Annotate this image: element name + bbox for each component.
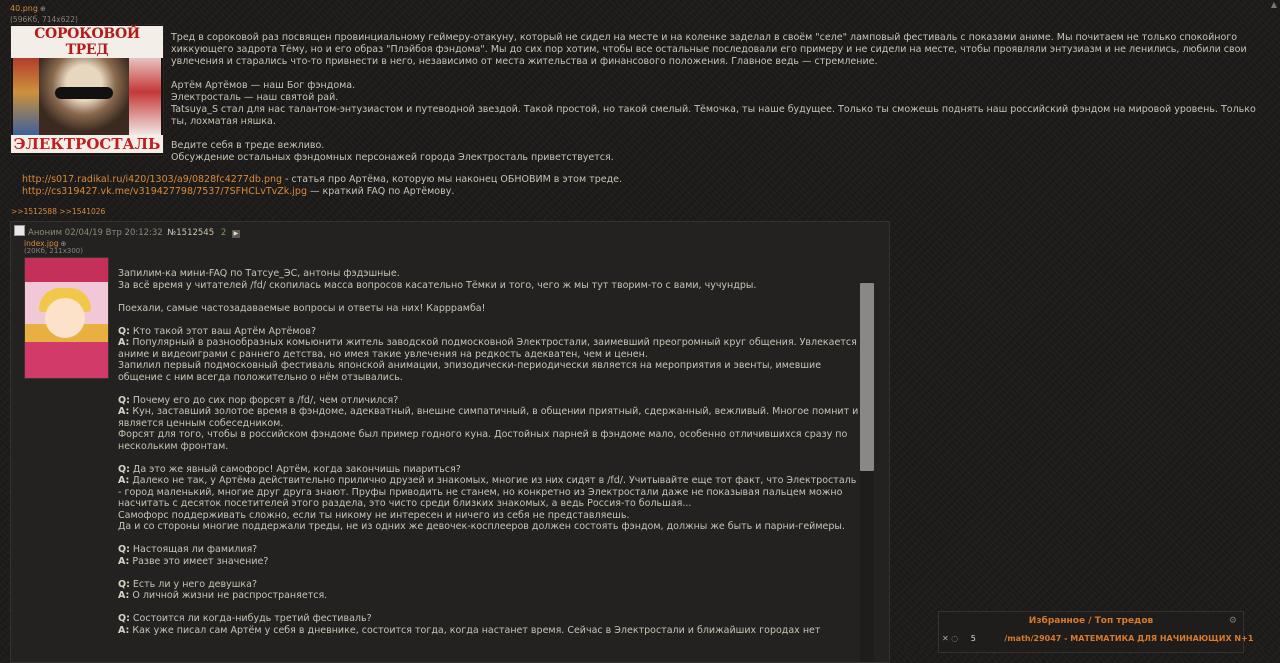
favorites-title[interactable]: Избранное / Топ тредов ⚙ [1028,616,1237,626]
op-image-title: СОРОКОВОЙ ТРЕД [11,26,163,58]
op-file-link[interactable]: 40.png ⊕ [10,4,46,13]
favorites-thread-title[interactable]: /math/29047 - МАТЕМАТИКА ДЛЯ НАЧИНАЮЩИХ N+1 [1004,634,1254,643]
refresh-icon[interactable]: ◌ [951,634,959,643]
op-file-meta: (596Кб, 714x622) [10,15,78,24]
op-image-anime-right [129,47,161,137]
faq-item: Q: Состоится ли когда-нибудь третий фестиваль? A: Как уже писал сам Артём у себя в дневнике, состоится тогда, когда настанет время. Сейчас в Электростали и ближайших городах нет [118,613,821,636]
post-reply-count: 2 [220,228,227,238]
op-link-row: http://s017.radikal.ru/i420/1303/a9/0828fc4277db.png - статья про Артёма, которую мы наконец ОБНОВИМ в этом треде. [22,174,623,185]
scroll-up-arrow[interactable]: ▲ [1270,0,1278,9]
favorites-count: 5 [970,634,976,643]
post-scrollbar-thumb[interactable] [860,283,874,471]
favorites-panel [938,611,1254,653]
faq-item: Q: Есть ли у него девушка? A: О личной жизни не распространяется. [118,578,328,601]
op-image-caption: ЭЛЕКТРОСТАЛЬ [11,135,163,153]
reply-post [10,221,890,663]
faq-item: Q: Настоящая ли фамилия? A: Разве это имеет значение? [118,544,269,567]
favorites-row[interactable] [942,634,1253,643]
op-image[interactable] [10,24,164,156]
post-file-meta: (20Кб, 211x300) [24,247,83,255]
post-file-link[interactable]: index.jpg ⊕ [24,239,67,248]
post-message [118,268,860,648]
op-links [22,174,622,198]
thumbnail-face [45,298,85,338]
op-link-radikal[interactable]: http://s017.radikal.ru/i420/1303/a9/0828fc4277db.png [22,174,283,185]
op-link-vk[interactable]: http://cs319427.vk.me/v319427798/7537/7SFHCLvTvZk.jpg [22,186,307,197]
post-number[interactable]: №1512545 [167,228,215,238]
op-paragraph: Ведите себя в треде вежливо. Обсуждение остальных фэндомных персонажей города Электросталь приветствуется. [171,140,614,163]
op-paragraph: Тред в сороковой раз посвящен провинциальному геймеру-отакуну, который не сидел на месте и на коленке заделал в своём "селе" ламповый фестиваль с показами аниме. Мы почитаем не только спокойного хиккующего задрота Тёму, но и его образ "Плэйбоя фэндома". Мы до сих пор хотим, чтобы все остальные последовали его примеру и не сидели на месте, чтобы проявляли энтузиазм и не ленились, любили свои увлечения и старались что-то привнести в него, независимо от места жительства и финансового положения. Главное ведь — стремление. [171,32,1247,67]
faq-item: Q: Да это же явный самофорс! Артём, когда закончишь пиариться? A: Далеко не так, у Артёма действительно прилично друзей и знакомых, многие из них сидят в /fd/. Учитывайте еще тот факт, что Электросталь - город маленький, многие друг друга знают. Пруфы приводить не станем, но конкретно из Электростали даже не показывая пальцем можно насчитать с десяток посетителей этого раздела, это чисто среди близких знакомых, а ведь Россия-то большая... Самофорс поддерживать сложно, если ты никому не интересен и ничего из себя не представляешь. Да и со стороны многие поддержали треды, не из одних же девочек-косплееров должен состоять фэндом, должны же быть и парни-геймеры. [118,463,857,532]
post-select-checkbox[interactable] [14,225,25,236]
gear-icon[interactable]: ⚙ [1228,616,1237,626]
post-intro-line: Запилим-ка мини-FAQ по Татсуе_ЭС, антоны фэдэшные. За всё время у читателей /fd/ скопилась масса вопросов касательно Тёмки и того, чего ж мы тут творим-то с вами, чучундры. [118,268,757,291]
post-author: Аноним [28,228,63,238]
post-date: 02/04/19 Втр 20:12:32 [64,228,163,238]
op-paragraph: Артём Артёмов — наш Бог фэндома. Электросталь — наш святой рай. Tatsuya_S стал для нас талантом-энтузиастом и путеводной звездой. Такой простой, но такой смелый. Тёмочка, ты наше будущее. Только ты сможешь поднять наш российский фэндом на мировой уровень. Только ты, лохматая няшка. [171,80,1256,127]
op-message [171,32,1261,176]
post-intro-line: Поехали, самые частозадаваемые вопросы и ответы на них! Карррамба! [118,302,486,314]
op-image-glasses [55,87,113,99]
op-reply-links[interactable]: >>1512588 >>1541026 [11,207,106,216]
magnify-icon[interactable]: ⊕ [39,5,46,13]
faq-item: Q: Почему его до сих пор форсят в /fd/, чем отличился? A: Кун, заставший золотое время в фэндоме, адекватный, внешне симпатичный, в общении приятный, сдержанный, вежливый. Многое помнит и является ценным собеседником. Форсят для того, чтобы в российском фэндоме был пример годного куна. Достойных парней в фэндоме мало, особенно отличившихся сразу по нескольким фронтам. [118,394,859,452]
magnify-icon[interactable]: ⊕ [60,240,67,248]
post-header [14,225,240,238]
faq-item: Q: Кто такой этот ваш Артём Артёмов? A: Популярный в разнообразных комьюнити житель заводской подмосковной Электростали, заимевший преогромный круг общения. Увлекается аниме и видеоиграми с раннего детства, но имея такие увлечения на редкость адекватен, чем и ценен. Запилил первый подмосковный фестиваль японской анимации, эпизодически-периодически является на мероприятия и эвенты, имевшие общение с ним всегда положительно о нём отзывались. [118,325,857,383]
play-icon[interactable]: ▶ [233,230,239,237]
op-link-row: http://cs319427.vk.me/v319427798/7537/7SFHCLvTvZk.jpg — краткий FAQ по Артёмову. [22,186,455,197]
close-icon[interactable]: ✕ [942,634,949,643]
post-thumbnail[interactable] [24,257,109,379]
